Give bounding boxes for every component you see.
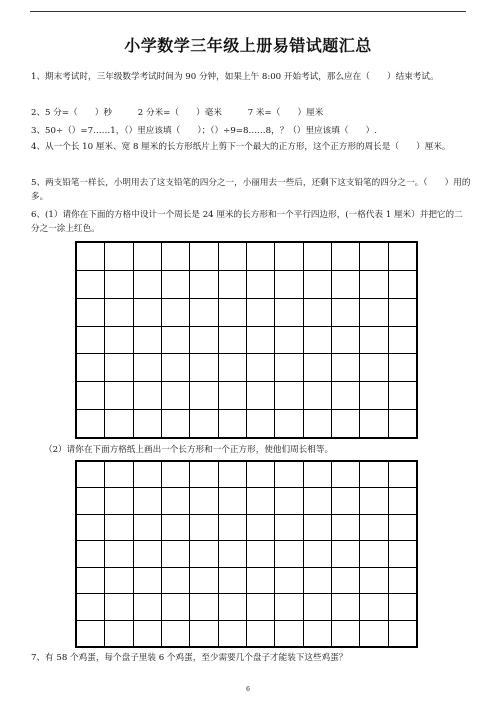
grid-cell [331, 514, 359, 540]
grid-cell [388, 326, 416, 354]
grid-cell [161, 410, 189, 438]
grid-cell [360, 270, 388, 298]
grid-cell [77, 382, 105, 410]
grid-cell [331, 594, 359, 620]
grid-cell [190, 298, 218, 326]
grid-cell [105, 270, 133, 298]
grid-cell [105, 462, 133, 488]
grid-cell [218, 354, 246, 382]
grid-cell [331, 243, 359, 271]
grid-cell [246, 594, 274, 620]
grid-cell [303, 298, 331, 326]
grid-cell [218, 541, 246, 567]
grid-cell [360, 541, 388, 567]
grid-cell [360, 594, 388, 620]
grid-cell [105, 382, 133, 410]
grid-cell [77, 270, 105, 298]
grid-cell [133, 354, 161, 382]
grid-cell [105, 298, 133, 326]
grid-cell [190, 488, 218, 514]
grid-paper-2 [75, 460, 418, 648]
grid-cell [105, 488, 133, 514]
grid-cell [331, 298, 359, 326]
grid-cell [218, 567, 246, 593]
grid-cell [303, 410, 331, 438]
grid-cell [218, 382, 246, 410]
grid-cell [161, 567, 189, 593]
grid-cell [218, 594, 246, 620]
grid-cell [303, 382, 331, 410]
grid-cell [303, 567, 331, 593]
grid-cell [133, 567, 161, 593]
grid-cell [190, 462, 218, 488]
grid-cell [218, 462, 246, 488]
grid-cell [190, 620, 218, 646]
grid-cell [303, 462, 331, 488]
grid-cell [360, 488, 388, 514]
grid-cell [190, 354, 218, 382]
grid-cell [331, 488, 359, 514]
grid-cell [218, 243, 246, 271]
grid-cell [360, 462, 388, 488]
grid-cell [105, 567, 133, 593]
grid-cell [275, 270, 303, 298]
grid-cell [133, 298, 161, 326]
grid-cell [133, 410, 161, 438]
grid-cell [246, 270, 274, 298]
question-7: 7、有 58 个鸡蛋，每个盘子里装 6 个鸡蛋，至少需要几个盘子才能装下这些鸡蛋？ [31, 653, 348, 663]
grid-cell [275, 514, 303, 540]
grid-cell [246, 514, 274, 540]
header-rule [30, 11, 466, 12]
grid-cell [360, 298, 388, 326]
grid-cell [133, 488, 161, 514]
grid-cell [133, 326, 161, 354]
grid-cell [105, 326, 133, 354]
grid-cell [77, 488, 105, 514]
grid-cell [388, 488, 416, 514]
grid-cell [360, 567, 388, 593]
grid-cell [77, 298, 105, 326]
grid-cell [133, 514, 161, 540]
grid-cell [275, 594, 303, 620]
grid-cell [303, 354, 331, 382]
grid-cell [218, 298, 246, 326]
grid-cell [303, 326, 331, 354]
grid-cell [303, 594, 331, 620]
grid-cell [275, 326, 303, 354]
grid-cell [105, 410, 133, 438]
grid-cell [246, 382, 274, 410]
grid-cell [190, 243, 218, 271]
grid-cell [388, 514, 416, 540]
grid-cell [161, 462, 189, 488]
grid-cell [77, 354, 105, 382]
grid-cell [77, 243, 105, 271]
grid-cell [161, 354, 189, 382]
grid-cell [77, 620, 105, 646]
grid-cell [360, 514, 388, 540]
grid-cell [388, 462, 416, 488]
grid-cell [360, 243, 388, 271]
grid-cell [105, 514, 133, 540]
grid-cell [331, 270, 359, 298]
grid-cell [303, 620, 331, 646]
question-3: 3、50÷（）=7……1，（）里应该填（ ）；（）÷9=8……8，？（）里应该填（ ）. [31, 126, 377, 136]
grid-cell [388, 298, 416, 326]
grid-cell [388, 594, 416, 620]
grid-cell [77, 326, 105, 354]
grid-cell [246, 462, 274, 488]
grid-cell [246, 410, 274, 438]
grid-cell [246, 567, 274, 593]
grid-cell [133, 270, 161, 298]
grid-cell [275, 410, 303, 438]
grid-cell [388, 410, 416, 438]
grid-cell [360, 326, 388, 354]
grid-cell [360, 620, 388, 646]
grid-cell [105, 354, 133, 382]
grid-cell [218, 620, 246, 646]
grid-cell [133, 243, 161, 271]
grid-cell [190, 567, 218, 593]
grid-cell [218, 270, 246, 298]
grid-cell [77, 594, 105, 620]
grid-cell [161, 298, 189, 326]
grid-cell [303, 243, 331, 271]
grid-cell [275, 354, 303, 382]
grid-cell [303, 488, 331, 514]
grid-cell [161, 326, 189, 354]
grid-cell [190, 410, 218, 438]
grid-cell [275, 541, 303, 567]
grid-cell [388, 541, 416, 567]
grid-cell [388, 243, 416, 271]
grid-cell [388, 354, 416, 382]
grid-cell [190, 541, 218, 567]
grid-cell [360, 382, 388, 410]
grid-cell [161, 270, 189, 298]
grid-cell [133, 594, 161, 620]
grid-cell [331, 382, 359, 410]
page-title: 小学数学三年级上册易错试题汇总 [124, 36, 372, 55]
grid-cell [275, 462, 303, 488]
grid-cell [275, 382, 303, 410]
grid-cell [246, 243, 274, 271]
grid-cell [360, 354, 388, 382]
grid-cell [218, 326, 246, 354]
grid-cell [275, 298, 303, 326]
grid-cell [77, 541, 105, 567]
grid-cell [275, 488, 303, 514]
grid-cell [190, 382, 218, 410]
grid-cell [133, 382, 161, 410]
grid-cell [246, 326, 274, 354]
question-5: 5、两支铅笔一样长，小明用去了这支铅笔的四分之一，小丽用去一些后，还剩下这支铅笔的四分之一。（ ）用的多。 [31, 178, 471, 202]
grid-cell [360, 410, 388, 438]
grid-cell [275, 243, 303, 271]
grid-paper-1 [75, 241, 418, 439]
question-2: 2、5 分=（ ）秒 2 分米=（ ）毫米 7 米=（ ）厘米 [31, 108, 324, 118]
grid-cell [161, 488, 189, 514]
question-6-part-1: 6、(1）请你在下面的方格中设计一个周长是 24 厘米的长方形和一个平行四边形，(一格代表 1 厘米）并把它的二分之一涂上红色。 [31, 210, 463, 234]
grid-cell [246, 620, 274, 646]
question-4: 4、从一个长 10 厘米、宽 8 厘米的长方形纸片上剪下一个最大的正方形，这个正方形的周长是（ ）厘米。 [31, 142, 451, 152]
grid-cell [246, 354, 274, 382]
grid-cell [246, 298, 274, 326]
grid-cell [331, 567, 359, 593]
grid-cell [161, 514, 189, 540]
grid-cell [246, 541, 274, 567]
grid-cell [161, 620, 189, 646]
grid-cell [77, 410, 105, 438]
grid-cell [331, 326, 359, 354]
grid-cell [133, 462, 161, 488]
grid-cell [133, 541, 161, 567]
grid-cell [190, 514, 218, 540]
grid-cell [105, 541, 133, 567]
grid-cell [77, 514, 105, 540]
grid-cell [246, 488, 274, 514]
grid-cell [161, 243, 189, 271]
grid-cell [331, 354, 359, 382]
grid-cell [105, 620, 133, 646]
question-1: 1、期末考试时，三年级数学考试时间为 90 分钟，如果上午 8:00 开始考试，那么应在（ ）结束考试。 [31, 72, 439, 82]
grid-cell [388, 620, 416, 646]
grid-cell [331, 462, 359, 488]
grid-cell [105, 243, 133, 271]
grid-cell [303, 514, 331, 540]
grid-cell [190, 326, 218, 354]
grid-cell [331, 541, 359, 567]
grid-cell [388, 270, 416, 298]
grid-cell [388, 382, 416, 410]
grid-cell [161, 594, 189, 620]
page-number: 6 [246, 686, 250, 693]
grid-cell [161, 382, 189, 410]
grid-cell [190, 270, 218, 298]
grid-cell [218, 488, 246, 514]
grid-cell [77, 462, 105, 488]
grid-cell [275, 620, 303, 646]
question-6-part-2: （2）请你在下面方格纸上画出一个长方形和一个正方形，使他们周长相等。 [44, 445, 334, 455]
grid-cell [275, 567, 303, 593]
grid-cell [331, 620, 359, 646]
grid-cell [331, 410, 359, 438]
grid-cell [388, 567, 416, 593]
grid-cell [105, 594, 133, 620]
grid-cell [133, 620, 161, 646]
grid-cell [77, 567, 105, 593]
grid-cell [218, 514, 246, 540]
grid-cell [161, 541, 189, 567]
grid-cell [218, 410, 246, 438]
grid-cell [303, 541, 331, 567]
grid-cell [303, 270, 331, 298]
grid-cell [190, 594, 218, 620]
